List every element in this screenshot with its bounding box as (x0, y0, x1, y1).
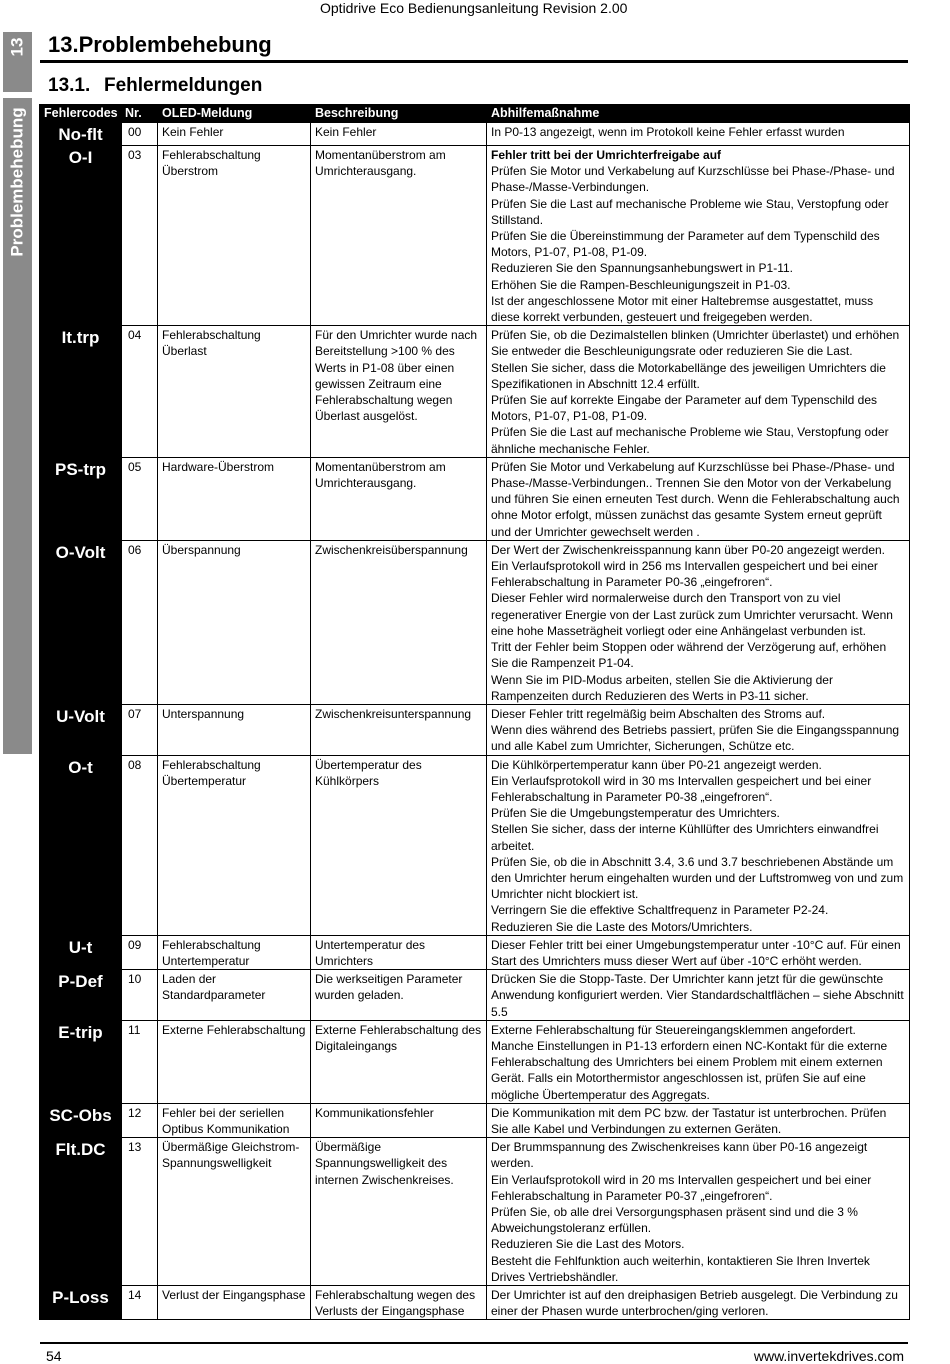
fault-description: Zwischenkreisüberspannung (311, 540, 487, 704)
fault-description: Die werkseitigen Parameter wurden geladen. (311, 970, 487, 1021)
oled-message: Verlust der Eingangsphase (158, 1286, 311, 1320)
remedy-heading: Fehler tritt bei der Umrichterfreigabe auf (491, 148, 722, 162)
remedy-line: In P0-13 angezeigt, wenn im Protokoll keine Fehler erfasst wurden (491, 125, 845, 139)
table-row (40, 1138, 910, 1286)
remedy-line: Ein Verlaufsprotokoll wird in 256 ms Intervallen gespeichert und bei einer Fehlerabschaltung in Parameter P0-36 „eingefroren“. (491, 559, 878, 590)
remedy-line: Manche Einstellungen in P1-13 erfordern einen NC-Kontakt für die externe Fehlerabschaltung des Umrichters bei einem Problem mit einem externen Gerät. Falls ein Motorthermistor angeschlossen ist, prüfen Sie auf eine mögliche Übertemperatur des Aggregats. (491, 1038, 888, 1102)
fault-number: 13 (122, 1138, 158, 1286)
fault-remedy (487, 123, 910, 146)
header-nr: Nr. (122, 105, 158, 123)
remedy-line: Externe Fehlerabschaltung für Steuereingangsklemmen angefordert. (491, 1022, 856, 1037)
oled-message: Kein Fehler (158, 123, 311, 146)
fault-remedy (487, 540, 910, 704)
document-header: Optidrive Eco Bedienungsanleitung Revision 2.00 (320, 0, 628, 16)
page-number: 54 (46, 1348, 62, 1364)
fault-code: It.trp (40, 326, 122, 458)
header-abhilfe: Abhilfemaßnahme (487, 105, 910, 123)
remedy-line: Die Kommunikation mit dem PC bzw. der Tastatur ist unterbrochen. Prüfen Sie alle Kabel und Verbindungen zu externen Geräten. (491, 1105, 887, 1136)
oled-message: Hardware-Überstrom (158, 457, 311, 540)
table-row (40, 1103, 910, 1137)
side-tab-number: 13 (7, 37, 27, 57)
remedy-line: Prüfen Sie Motor und Verkabelung auf Kurzschlüsse bei Phase-/Phase- und Phase-/Masse-Verbindungen.. Trennen Sie den Motor von der Verkabelung und führen Sie einen erneuten Test durch. Wenn die Fehlerabschaltung auch ohne Motor erfolgt, müssen zunächst das gesamte System erneut geprüft und der Umrichter gewechselt werden . (491, 459, 900, 539)
table-row (40, 326, 910, 458)
fault-number: 04 (122, 326, 158, 458)
table-row (40, 704, 910, 755)
oled-message: Fehlerabschaltung Überstrom (158, 146, 311, 326)
oled-message: Fehlerabschaltung Übertemperatur (158, 755, 311, 935)
fault-remedy (487, 1103, 910, 1137)
fault-code: O-t (40, 755, 122, 935)
oled-message: Übermäßige Gleichstrom-Spannungswelligkeit (158, 1138, 311, 1286)
fault-code: U-t (40, 935, 122, 969)
remedy-line: Stellen Sie sicher, dass der interne Kühllüfter des Umrichters einwandfrei arbeitet. (491, 822, 879, 853)
oled-message: Unterspannung (158, 704, 311, 755)
fault-code: P-Def (40, 970, 122, 1021)
remedy-line: Prüfen Sie die Umgebungstemperatur des Umrichters. (491, 806, 780, 821)
remedy-line: Prüfen Sie Motor und Verkabelung auf Kurzschlüsse bei Phase-/Phase- und Phase-/Masse-Verbindungen. (491, 164, 895, 195)
remedy-line: Dieser Fehler tritt bei einer Umgebungstemperatur unter -10°C auf. Für einen Start des Umrichters muss dieser Wert auf über -10°C erhöht werden. (491, 937, 901, 968)
fault-number: 08 (122, 755, 158, 935)
oled-message: Externe Fehlerabschaltung (158, 1020, 311, 1103)
table-row (40, 755, 910, 935)
fault-remedy (487, 704, 910, 755)
remedy-line: Prüfen Sie, ob alle drei Versorgungsphasen präsent sind und die 3 % Abweichungstoleranz erfüllen. (491, 1205, 858, 1236)
fault-remedy (487, 935, 910, 969)
oled-message: Laden der Standardparameter (158, 970, 311, 1021)
chapter-title: 13.Problembehebung (48, 32, 272, 57)
remedy-line: Erhöhen Sie die Rampen-Beschleunigungszeit in P1-03. (491, 277, 791, 292)
fault-code: SC-Obs (40, 1103, 122, 1137)
remedy-line: Ein Verlaufsprotokoll wird in 30 ms Intervallen gespeichert und bei einer Fehlerabschaltung in Parameter P0-38 „eingefroren“. (491, 773, 872, 804)
remedy-line: Drücken Sie die Stopp-Taste. Der Umrichter kann jetzt für die gewünschte Anwendung konfiguriert werden. Vier Standardschaltflächen – siehe Abschnitt 5.5 (491, 972, 904, 1019)
fault-code: No-flt (40, 123, 122, 146)
remedy-line: Prüfen Sie, ob die in Abschnitt 3.4, 3.6 und 3.7 beschriebenen Abstände um den Umrichter herum eingehalten wurden und der Luftstromweg von und zum Umrichter nicht blockiert ist. (491, 854, 904, 902)
table-row (40, 1286, 910, 1320)
remedy-line: Ist der angeschlossene Motor mit einer Haltebremse ausgestattet, muss diese korrekt verbunden, gesteuert und freigegeben werden. (491, 293, 874, 325)
fault-description: Untertemperatur des Umrichters (311, 935, 487, 969)
remedy-line: Der Wert der Zwischenkreisspannung kann über P0-20 angezeigt werden. (491, 542, 885, 557)
fault-remedy (487, 1286, 910, 1320)
table-row (40, 123, 910, 146)
fault-description: Für den Umrichter wurde nach Bereitstellung >100 % des Werts in P1-08 über einen gewissen Zeitraum eine Fehlerabschaltung wegen Überlast ausgelöst. (311, 326, 487, 458)
fault-description: Momentanüberstrom am Umrichterausgang. (311, 457, 487, 540)
remedy-line: Wenn Sie im PID-Modus arbeiten, stellen Sie die Aktivierung der Rampenzeiten durch Reduzieren des Werts in P3-11 sicher. (491, 672, 833, 703)
remedy-line: Reduzieren Sie die Last des Motors. (491, 1237, 685, 1252)
fault-remedy (487, 755, 910, 935)
fault-description: Momentanüberstrom am Umrichterausgang. (311, 146, 487, 326)
fault-number: 10 (122, 970, 158, 1021)
table-row (40, 457, 910, 540)
fault-number: 09 (122, 935, 158, 969)
header-beschreibung: Beschreibung (311, 105, 487, 123)
header-fehlercodes: Fehlercodes (40, 105, 122, 123)
fault-code: PS-trp (40, 457, 122, 540)
fault-remedy (487, 457, 910, 540)
oled-message: Fehler bei der seriellen Optibus Kommunikation (158, 1103, 311, 1137)
remedy-line: Reduzieren Sie die Laste des Motors/Umrichters. (491, 919, 753, 934)
fault-remedy (487, 970, 910, 1021)
website-link[interactable]: www.invertekdrives.com (753, 1348, 904, 1364)
oled-message: Fehlerabschaltung Überlast (158, 326, 311, 458)
footer-rule (40, 1342, 908, 1344)
fault-code: U-Volt (40, 704, 122, 755)
table-row (40, 935, 910, 969)
remedy-line: Prüfen Sie die Übereinstimmung der Parameter auf dem Typenschild des Motors, P1-07, P1-08, P1-09. (491, 229, 880, 260)
fault-code: O-I (40, 146, 122, 326)
fault-code: P-Loss (40, 1286, 122, 1320)
remedy-line: Prüfen Sie, ob die Dezimalstellen blinken (Umrichter überlastet) und erhöhen Sie entweder die Beschleunigungsrate oder reduzieren Sie die Last. (491, 328, 900, 359)
remedy-line: Prüfen Sie auf korrekte Eingabe der Parameter auf dem Typenschild des Motors, P1-07, P1-08, P1-09. (491, 393, 877, 424)
remedy-line: Besteht die Fehlfunktion auch weiterhin, kontaktieren Sie Ihren Invertek Drives Vertriebshändler. (491, 1253, 870, 1284)
remedy-line: Stellen Sie sicher, dass die Motorkabellänge des jeweiligen Umrichters die Spezifikationen in Abschnitt 12.4 erfüllt. (491, 360, 886, 391)
fault-number: 03 (122, 146, 158, 326)
chapter-side-tab (3, 32, 32, 754)
side-tab-label: Problembehebung (7, 107, 27, 257)
remedy-line: Ein Verlaufsprotokoll wird in 20 ms Intervallen gespeichert und bei einer Fehlerabschaltung in Parameter P0-37 „eingefroren“. (491, 1172, 872, 1203)
remedy-line: Verringern Sie die effektive Schaltfrequenz in Parameter P2-24. (491, 903, 829, 918)
remedy-line: Prüfen Sie die Last auf mechanische Probleme wie Stau, Verstopfung oder Stillstand. (491, 196, 889, 227)
fault-description: Kommunikationsfehler (311, 1103, 487, 1137)
fault-number: 07 (122, 704, 158, 755)
fault-description: Externe Fehlerabschaltung des Digitaleingangs (311, 1020, 487, 1103)
fault-description: Übermäßige Spannungswelligkeit des internen Zwischenkreises. (311, 1138, 487, 1286)
chapter-rule (40, 60, 908, 63)
section-title (48, 75, 262, 97)
fault-number: 05 (122, 457, 158, 540)
table-row (40, 540, 910, 704)
fault-remedy (487, 1138, 910, 1286)
remedy-line: Der Umrichter ist auf den dreiphasigen Betrieb ausgelegt. Die Verbindung zu einer der Phasen wurde unterbrochen/ging verloren. (491, 1288, 898, 1319)
oled-message: Fehlerabschaltung Untertemperatur (158, 935, 311, 969)
header-oled-meldung: OLED-Meldung (158, 105, 311, 123)
section-title-text: Fehlermeldungen (104, 75, 263, 96)
remedy-line: Die Kühlkörpertemperatur kann über P0-21 angezeigt werden. (491, 757, 822, 772)
fault-remedy (487, 326, 910, 458)
fault-number: 11 (122, 1020, 158, 1103)
fault-remedy (487, 146, 910, 326)
fault-description: Übertemperatur des Kühlkörpers (311, 755, 487, 935)
remedy-line: Der Brummspannung des Zwischenkreises kann über P0-16 angezeigt werden. (491, 1140, 868, 1171)
remedy-line: Tritt der Fehler beim Stoppen oder während der Verzögerung auf, erhöhen Sie die Rampenzeit P1-04. (491, 640, 887, 671)
fault-number: 00 (122, 123, 158, 146)
fault-remedy (487, 1020, 910, 1103)
fault-number: 06 (122, 540, 158, 704)
fault-description: Fehlerabschaltung wegen des Verlusts der Eingangsphase (311, 1286, 487, 1320)
oled-message: Überspannung (158, 540, 311, 704)
table-header-row (40, 105, 910, 123)
fault-code: O-Volt (40, 540, 122, 704)
fault-codes-table (39, 104, 910, 1320)
remedy-line: Prüfen Sie die Last auf mechanische Probleme wie Stau, Verstopfung oder ähnliche mechanische Fehler. (491, 425, 889, 456)
fault-description: Zwischenkreisunterspannung (311, 704, 487, 755)
remedy-line: Dieser Fehler wird normalerweise durch den Transport von zu viel regenerativer Energie von der Last zurück zum Umrichter verursacht. Wenn eine hohe Masseträgheit vorliegt oder eine Anhängelast verbunden ist. (491, 591, 893, 638)
fault-number: 12 (122, 1103, 158, 1137)
fault-code: E-trip (40, 1020, 122, 1103)
table-row (40, 1020, 910, 1103)
remedy-line: Reduzieren Sie den Spannungsanhebungswert in P1-11. (491, 261, 793, 276)
remedy-line: Wenn dies während des Betriebs passiert, prüfen Sie die Eingangsspannung und alle Kabel zum Umrichter, Sicherungen, Schütze etc. (491, 723, 900, 754)
table-row (40, 970, 910, 1021)
fault-description: Kein Fehler (311, 123, 487, 146)
table-row (40, 146, 910, 326)
section-number: 13.1. (48, 75, 91, 96)
fault-code: Flt.DC (40, 1138, 122, 1286)
fault-number: 14 (122, 1286, 158, 1320)
remedy-line: Dieser Fehler tritt regelmäßig beim Abschalten des Stroms auf. (491, 706, 826, 721)
